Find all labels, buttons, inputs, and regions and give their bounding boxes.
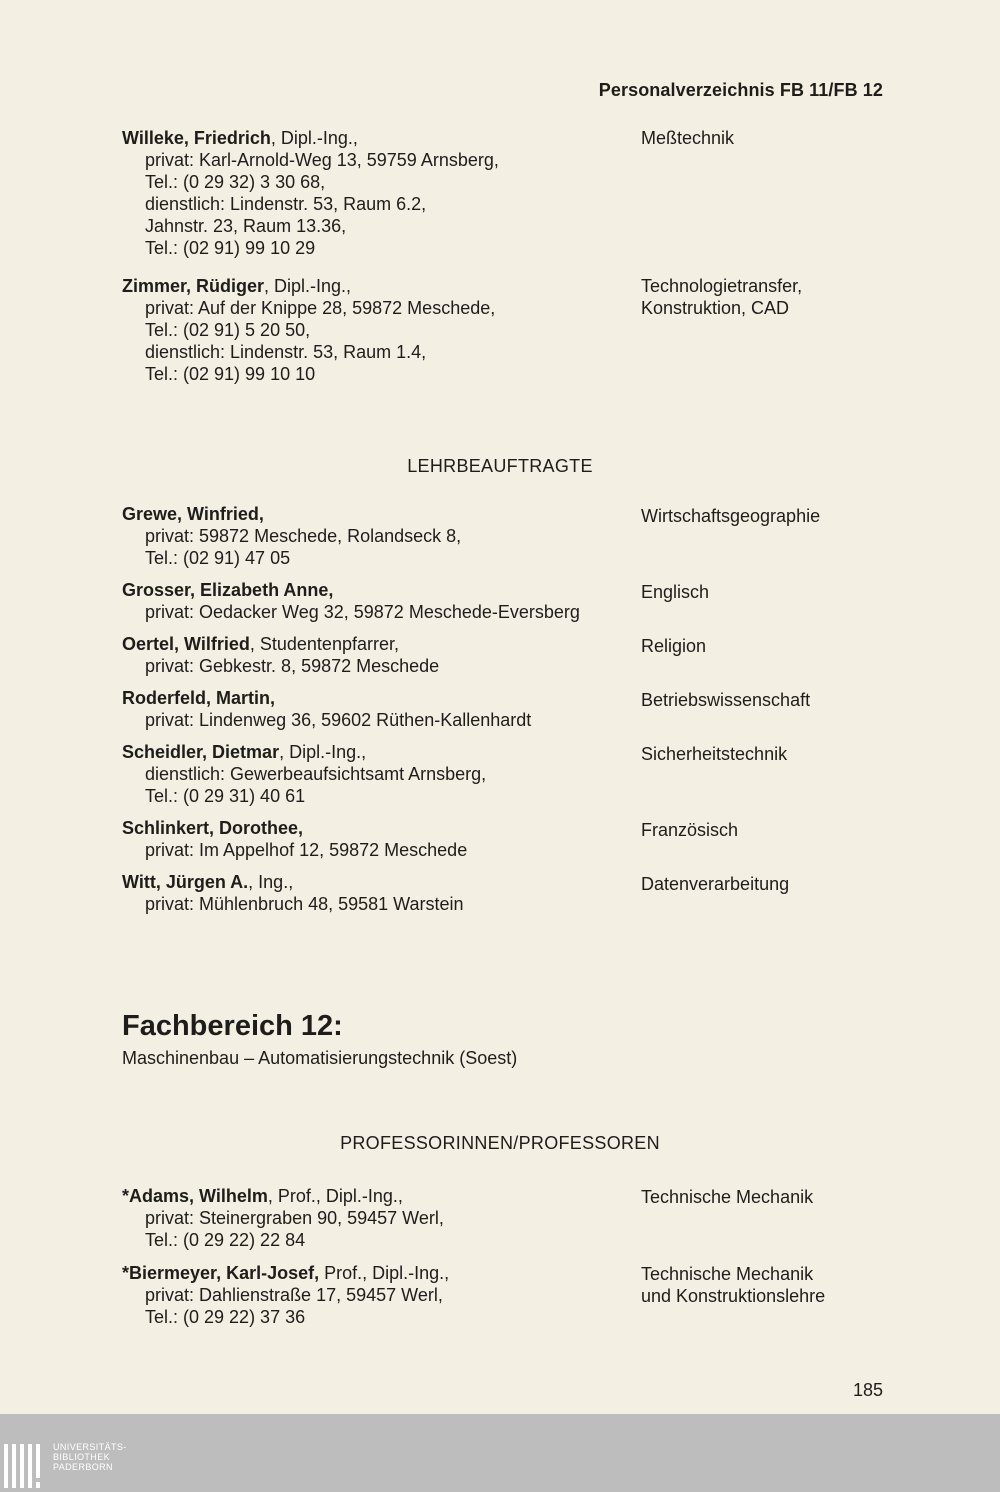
person-name: Roderfeld, Martin, [122, 688, 276, 708]
subject-area: Französisch [641, 820, 739, 840]
person-entry [122, 503, 882, 569]
person-title: , Dipl.-Ing., [279, 742, 367, 762]
address-line: privat: Im Appelhof 12, 59872 Meschede [145, 840, 468, 860]
person-entry [122, 579, 882, 623]
subject-area: Datenverarbeitung [641, 874, 790, 894]
address-line: privat: Dahlienstraße 17, 59457 Werl, [145, 1285, 443, 1305]
person-name: Grosser, Elizabeth Anne, [122, 580, 334, 600]
person-name: Scheidler, Dietmar [122, 742, 280, 762]
fachbereich-title: Fachbereich 12: [122, 1010, 343, 1042]
address-line: privat: Karl-Arnold-Weg 13, 59759 Arnsberg, [145, 150, 499, 170]
person-entry [122, 275, 882, 385]
fachbereich-subtitle: Maschinenbau – Automatisierungstechnik (Soest) [122, 1048, 518, 1068]
person-title: , Studentenpfarrer, [249, 634, 399, 654]
address-line: Tel.: (0 29 31) 40 61 [145, 786, 306, 806]
address-line: Tel.: (02 91) 47 05 [145, 548, 291, 568]
running-header: Personalverzeichnis FB 11/FB 12 [598, 80, 883, 100]
person-name: Zimmer, Rüdiger [122, 276, 265, 296]
person-entry [122, 633, 882, 677]
person-name: Schlinkert, Dorothee, [122, 818, 304, 838]
subject-area: Technische Mechanik und Konstruktionslehre [641, 1264, 826, 1306]
person-title: Prof., Dipl.-Ing., [319, 1263, 450, 1283]
address-line: Tel.: (0 29 22) 22 84 [145, 1230, 306, 1250]
section-heading-professoren: PROFESSORINNEN/PROFESSOREN [340, 1133, 660, 1153]
address-line: dienstlich: Lindenstr. 53, Raum 1.4, [145, 342, 427, 362]
address-line: privat: Gebkestr. 8, 59872 Meschede [145, 656, 440, 676]
page-number: 185 [852, 1380, 883, 1400]
address-line: Jahnstr. 23, Raum 13.36, [145, 216, 347, 236]
person-entry [122, 1262, 882, 1328]
subject-area: Technologietransfer, Konstruktion, CAD [641, 276, 803, 318]
address-line: Tel.: (02 91) 99 10 10 [145, 364, 316, 384]
person-title: , Prof., Dipl.-Ing., [267, 1186, 403, 1206]
person-name: Oertel, Wilfried [122, 634, 250, 654]
person-entry [122, 1185, 882, 1251]
person-name: *Biermeyer, Karl-Josef, [122, 1263, 320, 1283]
person-entry [122, 741, 882, 807]
address-line: privat: Oedacker Weg 32, 59872 Meschede-Eversberg [145, 602, 580, 622]
person-entry [122, 817, 882, 861]
person-name: Witt, Jürgen A. [122, 872, 249, 892]
address-line: dienstlich: Gewerbeaufsichtsamt Arnsberg, [145, 764, 487, 784]
library-footer-bar [0, 1414, 1000, 1492]
subject-area: Sicherheitstechnik [641, 744, 788, 764]
subject-area: Englisch [641, 582, 710, 602]
section-heading-lehrbeauftragte: LEHRBEAUFTRAGTE [407, 456, 593, 476]
library-name: UNIVERSITÄTS- BIBLIOTHEK PADERBORN [53, 1442, 127, 1472]
person-entry [122, 127, 882, 259]
address-line: Tel.: (02 91) 99 10 29 [145, 238, 316, 258]
address-line: privat: 59872 Meschede, Rolandseck 8, [145, 526, 462, 546]
person-title: , Dipl.-Ing., [270, 128, 358, 148]
subject-area: Betriebswissenschaft [641, 690, 811, 710]
subject-area: Wirtschaftsgeographie [641, 506, 821, 526]
address-line: privat: Mühlenbruch 48, 59581 Warstein [145, 894, 464, 914]
address-line: privat: Lindenweg 36, 59602 Rüthen-Kallenhardt [145, 710, 532, 730]
person-entry [122, 871, 882, 915]
address-line: privat: Steinergraben 90, 59457 Werl, [145, 1208, 444, 1228]
address-line: privat: Auf der Knippe 28, 59872 Meschede, [145, 298, 496, 318]
person-title: , Dipl.-Ing., [264, 276, 352, 296]
person-entry [122, 687, 882, 731]
subject-area: Technische Mechanik [641, 1187, 814, 1207]
library-logo-icon [4, 1444, 44, 1490]
address-line: dienstlich: Lindenstr. 53, Raum 6.2, [145, 194, 427, 214]
person-name: Grewe, Winfried, [122, 504, 264, 524]
address-line: Tel.: (02 91) 5 20 50, [145, 320, 311, 340]
subject-area: Religion [641, 636, 707, 656]
person-name: *Adams, Wilhelm [122, 1186, 268, 1206]
address-line: Tel.: (0 29 22) 37 36 [145, 1307, 306, 1327]
address-line: Tel.: (0 29 32) 3 30 68, [145, 172, 326, 192]
subject-area: Meßtechnik [641, 128, 735, 148]
person-name: Willeke, Friedrich [122, 128, 271, 148]
person-title: , Ing., [248, 872, 294, 892]
